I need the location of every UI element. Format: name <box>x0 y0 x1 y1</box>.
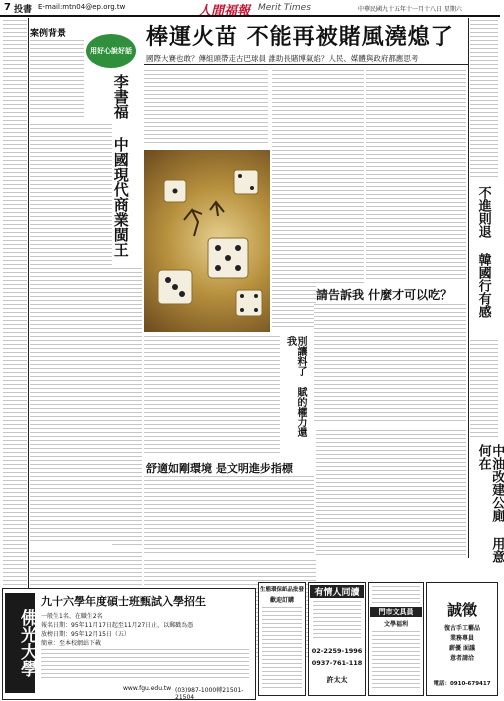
left-column-text <box>3 20 27 670</box>
hiring-line-2: 業務專員 <box>449 635 474 642</box>
stationery-ad-body <box>372 631 420 689</box>
admission-dates-line: 報名日期：95年11月17日起至11月27日止，以郵戳為憑 <box>41 622 194 629</box>
admission-result-line: 放榜日期：95年12月15日（五） <box>41 631 130 638</box>
article-body-main-right <box>366 70 466 280</box>
headline-rule <box>144 64 468 65</box>
matchmaking-ad[interactable] <box>308 582 366 696</box>
caption-article-body <box>144 336 280 454</box>
issue-date: 中華民國九十五年十一月十八日 星期六 <box>358 6 462 13</box>
email-address[interactable]: E-mail:mtn04@ep.org.tw <box>38 3 126 11</box>
hiring-ad[interactable] <box>426 582 498 696</box>
paper-ad-sub: 歡迎訂購 <box>269 597 294 604</box>
page-number: 7 <box>4 2 11 13</box>
right-column-text-top <box>470 20 498 180</box>
matchmaking-person: 許太太 <box>326 676 348 684</box>
case-background-text <box>30 40 84 120</box>
paper-products-ad[interactable] <box>258 582 306 696</box>
masthead <box>0 0 500 19</box>
hiring-line-1: 復古手工藝品 <box>443 625 480 632</box>
hiring-line-4: 意者請洽 <box>449 655 474 662</box>
matchmaking-ad-body <box>313 601 361 641</box>
hiring-line-3: 薪優 面議 <box>448 645 476 652</box>
admission-details <box>41 649 249 681</box>
stationery-ad-sub: 文學福利 <box>383 621 408 628</box>
paper-logo-en: Merit Times <box>258 3 311 13</box>
admission-phone[interactable]: (03)987-1000轉21501-21504 <box>175 687 244 701</box>
dice-graphic <box>144 150 270 332</box>
hiring-ad-title: 誠徵 <box>446 601 477 619</box>
headline-subtitle: 國際大賽也敢？傳組頭帶走古巴球員 誰助長賭博氣焰？人民、媒體與政府都應思考 <box>146 54 419 63</box>
matchmaking-phone-b[interactable]: 0937-761-118 <box>311 659 363 667</box>
admission-info-line: 簡章：至本校網站下載 <box>41 640 102 647</box>
masthead-rule <box>0 15 500 17</box>
column-divider <box>28 18 29 673</box>
badge-text: 用好心說好話 <box>90 47 132 55</box>
matchmaking-phone-a[interactable]: 02-2259-1996 <box>311 647 363 655</box>
dice-illustration <box>144 150 270 332</box>
university-name-vertical: 佛光大學 <box>5 593 35 693</box>
good-words-badge <box>86 34 136 68</box>
stationery-ad-top <box>372 586 420 604</box>
question-headline: 請告訴我 什麼才可以吃？ <box>316 288 453 302</box>
section-label: 投書 <box>14 5 33 15</box>
environment-headline: 舒適如剛環境 是文明進步指標 <box>146 462 293 475</box>
lower-middle-article <box>316 430 466 556</box>
article-body-center <box>112 268 142 548</box>
matchmaking-ad-title: 有情人同讀 <box>310 585 364 598</box>
center-vertical-title: 李書福 中國現代商業閩王 <box>111 74 130 257</box>
hiring-phone[interactable]: 電話：0910-679417 <box>433 681 491 687</box>
article-body-under-subtitle <box>144 70 268 146</box>
admission-website[interactable]: www.fgu.edu.tw <box>123 685 172 692</box>
article-body-left <box>30 124 112 544</box>
right-vertical-title-1: 不進則退 韓國行有感 <box>476 186 490 336</box>
main-headline: 棒運火苗 不能再被賭風澆熄了 <box>146 24 454 50</box>
right-column-text-mid <box>470 340 498 440</box>
case-background-label: 案例背景 <box>30 26 66 39</box>
stationery-ad-title: 門市文具員 <box>370 607 422 617</box>
environment-article-body <box>144 476 314 556</box>
right-column-divider <box>468 18 469 558</box>
illustration-caption: 別讓料了 賦的權力還我 <box>284 336 305 446</box>
paper-ad-body <box>262 607 302 691</box>
paper-ad-title: 生態環保紙品批發 <box>260 587 305 593</box>
admission-title: 九十六學年度碩士班甄試入學招生 <box>41 595 206 608</box>
university-admission-ad[interactable] <box>2 588 256 700</box>
paper-logo: 人間福報 <box>198 4 251 19</box>
question-article-body <box>314 304 466 424</box>
stationery-ad[interactable] <box>368 582 424 696</box>
right-vertical-title-2: 中油改建公廁 用意何在 <box>475 444 504 563</box>
admission-exam-line: 一般生1名、在職生2名 <box>41 613 103 620</box>
